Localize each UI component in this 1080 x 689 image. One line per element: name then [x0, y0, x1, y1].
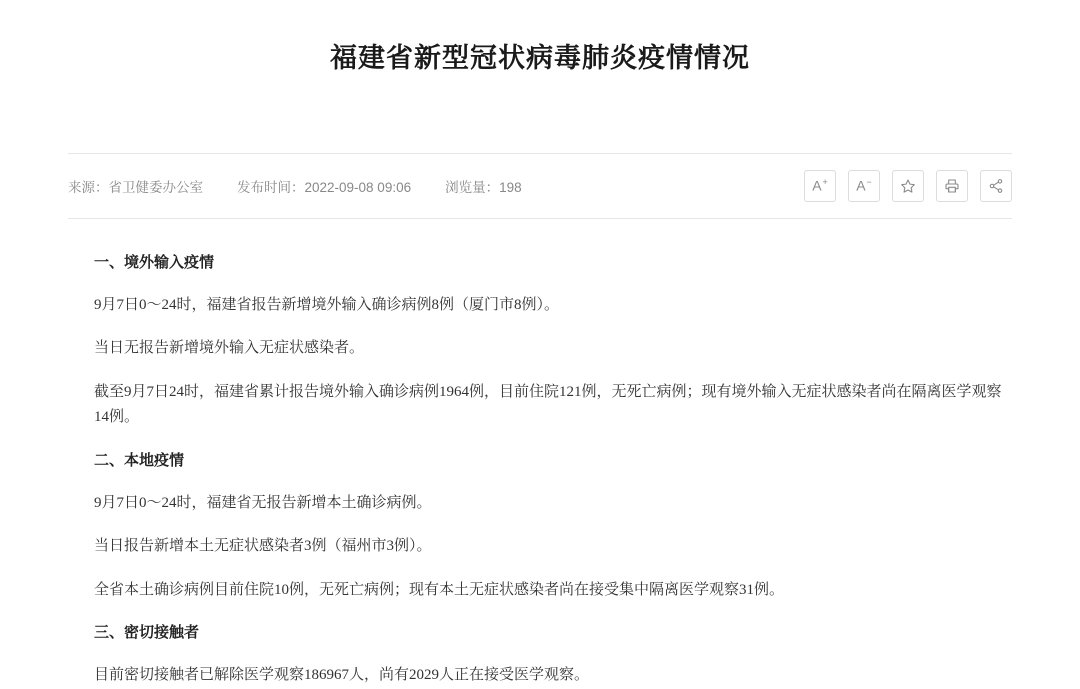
print-button[interactable] [936, 170, 968, 202]
font-decrease-button[interactable] [848, 170, 880, 202]
section-heading: 一、境外输入疫情 [94, 254, 215, 271]
article-body [68, 251, 1012, 689]
body-paragraph: 9月7日0～24时，福建省报告新增境外输入确诊病例8例（厦门市8例）。 [94, 296, 560, 313]
body-paragraph: 截至9月7日24时，福建省累计报告境外输入确诊病例1964例，目前住院121例，无死亡病例；现有境外输入无症状感染者尚在隔离医学观察14例。 [94, 383, 1002, 425]
font-decrease-icon: A− [856, 177, 872, 194]
meta-view-count: 浏览量：198 [445, 179, 522, 195]
article-meta-bar [68, 153, 1012, 219]
font-increase-button[interactable] [804, 170, 836, 202]
body-paragraph: 全省本土确诊病例目前住院10例，无死亡病例；现有本土无症状感染者尚在接受集中隔离医学观察31例。 [94, 581, 785, 598]
section-heading: 三、密切接触者 [94, 625, 200, 641]
section-heading: 二、本地疫情 [94, 452, 185, 469]
font-increase-icon: A+ [812, 177, 828, 194]
favorite-button[interactable] [892, 170, 924, 202]
print-icon [944, 178, 960, 194]
meta-info-group [68, 176, 522, 196]
body-paragraph: 当日无报告新增境外输入无症状感染者。 [94, 340, 365, 356]
body-paragraph: 9月7日0～24时，福建省无报告新增本土确诊病例。 [94, 494, 432, 511]
meta-source: 来源：省卫健委办公室 [68, 179, 203, 195]
article-tools [804, 170, 1012, 202]
share-button[interactable] [980, 170, 1012, 202]
share-icon [988, 178, 1004, 194]
body-paragraph: 当日报告新增本土无症状感染者3例（福州市3例）。 [94, 538, 432, 554]
page-title: 福建省新型冠状病毒肺炎疫情情况 [330, 43, 750, 73]
body-paragraph: 目前密切接触者已解除医学观察186967人，尚有2029人正在接受医学观察。 [94, 667, 590, 683]
meta-publish-time: 发布时间：2022-09-08 09:06 [237, 179, 412, 195]
favorite-star-icon [900, 178, 916, 194]
